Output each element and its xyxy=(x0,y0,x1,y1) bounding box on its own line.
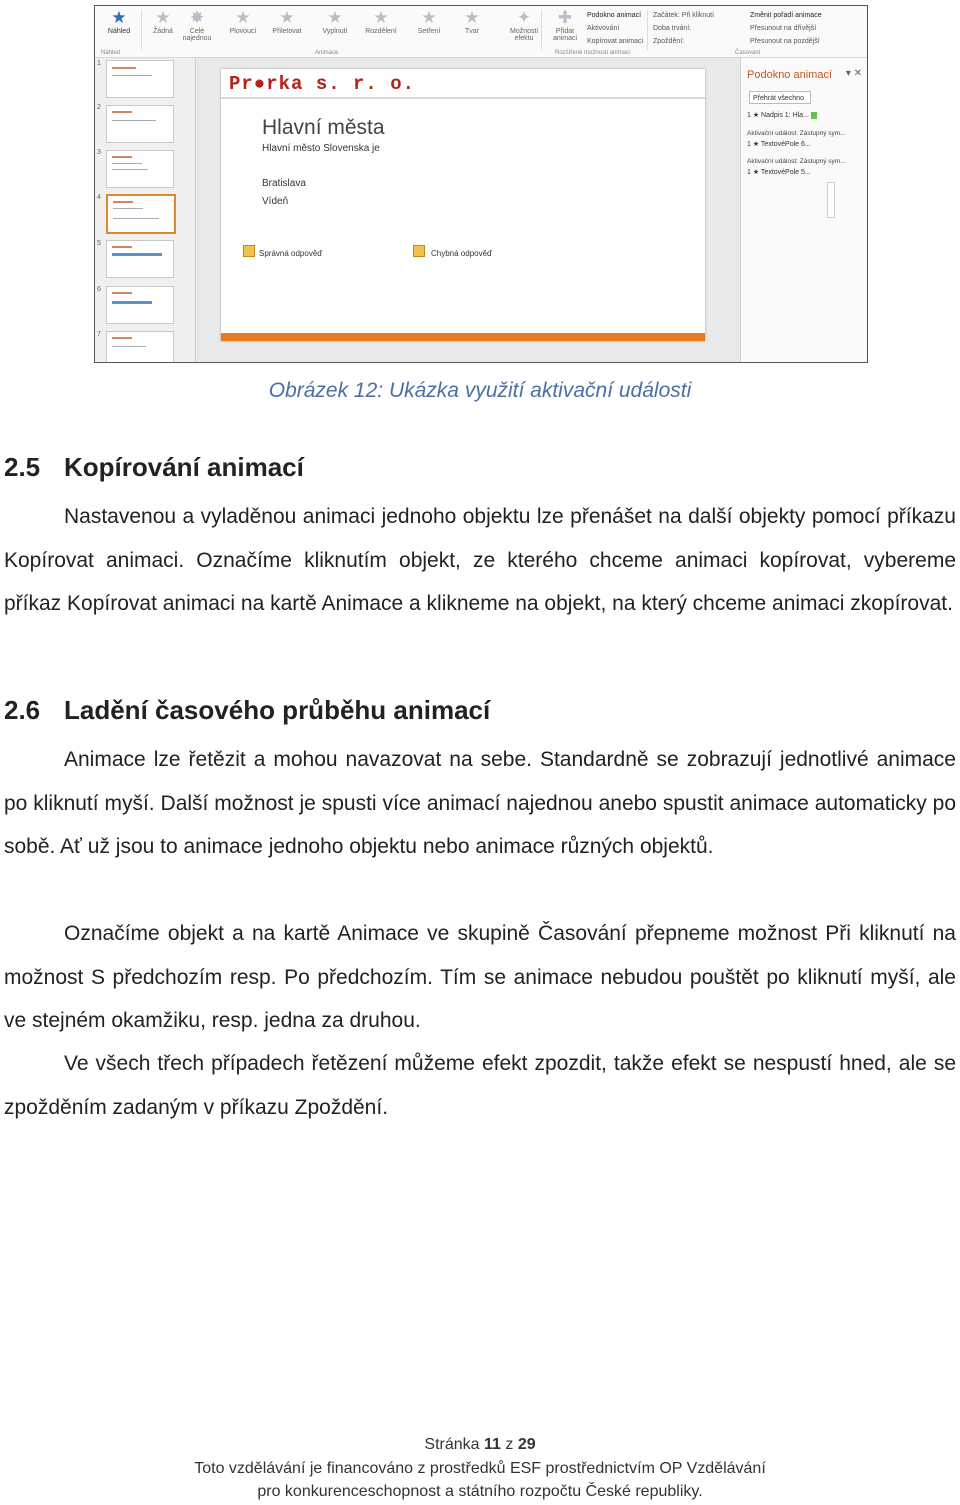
star-icon: ★ xyxy=(464,8,480,27)
group-preview-label: Náhled xyxy=(101,50,121,56)
thumbnail-number: 4 xyxy=(97,194,101,201)
slide-footer-bar xyxy=(221,333,705,341)
slide-subtitle[interactable]: Hlavní město Slovenska je xyxy=(262,143,380,154)
slide-thumbnail[interactable] xyxy=(106,105,174,143)
star-play-icon: ★ xyxy=(111,8,127,27)
wrong-answer-label[interactable]: Chybná odpověď xyxy=(431,249,492,258)
header-divider xyxy=(221,97,705,99)
animation-item[interactable]: 1 ★ TextovéPole 5... xyxy=(747,169,811,176)
star-icon: ★ xyxy=(421,8,437,27)
animation-painter-button[interactable]: Kopírovat animaci xyxy=(587,38,644,45)
slide-thumbnail[interactable] xyxy=(106,150,174,188)
slide-thumbnails xyxy=(95,58,196,362)
effect-appear[interactable]: ✸ Celé najednou xyxy=(175,8,219,48)
close-icon[interactable]: ▾ ✕ xyxy=(845,68,862,79)
effect-options-button[interactable]: ✦ Možnosti efektu xyxy=(502,8,546,48)
slide-title[interactable]: Hlavní města xyxy=(262,116,385,139)
group-animation-label: Animace xyxy=(315,50,339,56)
thumbnail-number: 2 xyxy=(97,104,101,111)
animation-pane xyxy=(740,58,868,362)
slide-thumbnail[interactable] xyxy=(106,60,174,98)
scrollbar[interactable] xyxy=(827,182,835,218)
slide-thumbnail[interactable] xyxy=(106,286,174,324)
effect-float[interactable]: ★ Vyplnutí xyxy=(313,8,357,48)
star-icon: ★ xyxy=(373,8,389,27)
slide-canvas xyxy=(221,69,705,341)
slide-thumbnail[interactable] xyxy=(106,331,174,363)
thumbnail-number: 5 xyxy=(97,240,101,247)
page-number: Stránka 11 z 29 xyxy=(424,1436,536,1453)
section-number: 2.5 xyxy=(4,452,41,482)
star-icon: ★ xyxy=(279,8,295,27)
animation-pane-title: Podokno animací xyxy=(747,69,832,81)
paragraph: Animace lze řetězit a mohou navazovat na sebe. Standardně se zobrazují jednotlivé animace po kliknutí myší. Další možnost je spusti více animací najednou anebo spustit animace automaticky po sobě. Ať už jsou to animace jednoho objektu nebo animace různých objektů. xyxy=(4,748,956,859)
animation-item[interactable]: 1 ★ TextovéPole 6... xyxy=(747,141,811,148)
effect-fade[interactable]: ★ Plovoucí xyxy=(221,8,265,48)
paragraph: Označíme objekt a na kartě Animace ve skupině Časování přepneme možnost Při kliknutí na možnost S předchozím resp. Po předchozím. Tím se animace nebudou pouštět po kliknutí myší, ale ve stejném okamžiku, resp. jedna za druhou. xyxy=(4,922,956,1033)
thumbnail-number: 1 xyxy=(97,60,101,67)
effect-shape[interactable]: ★ Tvar xyxy=(450,8,494,48)
timing-bar xyxy=(811,112,817,119)
animations-ribbon xyxy=(95,6,867,58)
paragraph: Ve všech třech případech řetězení můžeme efekt zpozdit, takže efekt se nespustí hned, ale se zpožděním zadaným v příkazu Zpoždění. xyxy=(4,1052,956,1119)
correct-answer-label[interactable]: Správná odpověď xyxy=(259,249,323,258)
star-icon: ★ xyxy=(155,8,171,27)
answer-picture-icon[interactable] xyxy=(243,245,255,257)
answer-picture-icon[interactable] xyxy=(413,245,425,257)
star-icon: ★ xyxy=(235,8,251,27)
options-icon: ✦ xyxy=(516,8,532,27)
add-animation-button[interactable]: ✚ Přidat animaci xyxy=(543,8,587,48)
preview-button[interactable]: ★ Náhled xyxy=(97,8,141,48)
animation-item[interactable]: 1 ★ Nadpis 1: Hla... xyxy=(747,111,817,119)
delay-field[interactable]: Zpoždění: xyxy=(653,38,685,45)
footer-line-2: pro konkurenceschopnost a státního rozpočtu České republiky. xyxy=(257,1483,703,1500)
footer-line-1: Toto vzdělávání je financováno z prostředků ESF prostřednictvím OP Vzdělávání xyxy=(194,1460,766,1477)
play-all-button[interactable]: Přehrát všechno xyxy=(749,91,811,104)
thumbnail-number: 3 xyxy=(97,149,101,156)
thumbnail-number: 7 xyxy=(97,331,101,338)
slide-thumbnail[interactable] xyxy=(106,240,174,278)
star-icon: ★ xyxy=(327,8,343,27)
effect-fly-in[interactable]: ★ Přiletovat xyxy=(265,8,309,48)
company-logo: Pr●rka s. r. o. xyxy=(229,73,416,95)
trigger-button[interactable]: Aktivování xyxy=(587,25,620,32)
animation-pane-toggle[interactable]: Podokno animací xyxy=(587,12,642,19)
section-heading-2-6 xyxy=(4,695,490,726)
section-title: Kopírování animací xyxy=(64,452,304,482)
section-heading-2-5 xyxy=(4,452,304,483)
city-option[interactable]: Bratislava xyxy=(262,178,306,189)
effect-wipe[interactable]: ★ Setření xyxy=(407,8,451,48)
section-number: 2.6 xyxy=(4,695,41,725)
thumbnail-number: 6 xyxy=(97,286,101,293)
duration-field[interactable]: Doba trvání: xyxy=(653,25,692,32)
star-icon: ✸ xyxy=(189,8,205,27)
city-option[interactable]: Vídeň xyxy=(262,196,289,207)
figure-caption: Obrázek 12: Ukázka využití aktivační události xyxy=(268,379,692,402)
reorder-label: Změnit pořadí animace xyxy=(750,12,822,19)
add-star-icon: ✚ xyxy=(557,8,573,27)
trigger-header[interactable]: Aktivační událost: Zástupný sym... xyxy=(747,130,846,137)
trigger-header[interactable]: Aktivační událost: Zástupný sym... xyxy=(747,158,846,165)
paragraph: Nastavenou a vyladěnou animaci jednoho objektu lze přenášet na další objekty pomocí příkazu Kopírovat animaci. Označíme kliknutím objekt, ze kterého chceme animaci kopírovat, vybereme příkaz Kopírovat animaci na kartě Animace a klikneme na objekt, na který chceme animaci zkopírovat. xyxy=(4,505,956,616)
ribbon-separator xyxy=(541,10,542,50)
group-timing-label: Časování xyxy=(735,50,761,56)
slide-thumbnail-selected[interactable] xyxy=(106,194,176,234)
move-earlier-button[interactable]: Přesunout na dřívější xyxy=(750,25,817,32)
effect-split[interactable]: ★ Rozdělení xyxy=(359,8,403,48)
group-advanced-label: Rozšířené možnosti animací xyxy=(555,50,631,56)
ribbon-separator xyxy=(647,10,648,50)
move-later-button[interactable]: Přesunout na pozdější xyxy=(750,38,820,45)
screenshot-figure xyxy=(94,5,868,363)
effect-none[interactable]: ★ Žádná xyxy=(141,8,185,48)
start-dropdown[interactable]: Začátek: Při kliknutí xyxy=(653,12,715,19)
section-title: Ladění časového průběhu animací xyxy=(64,695,491,725)
